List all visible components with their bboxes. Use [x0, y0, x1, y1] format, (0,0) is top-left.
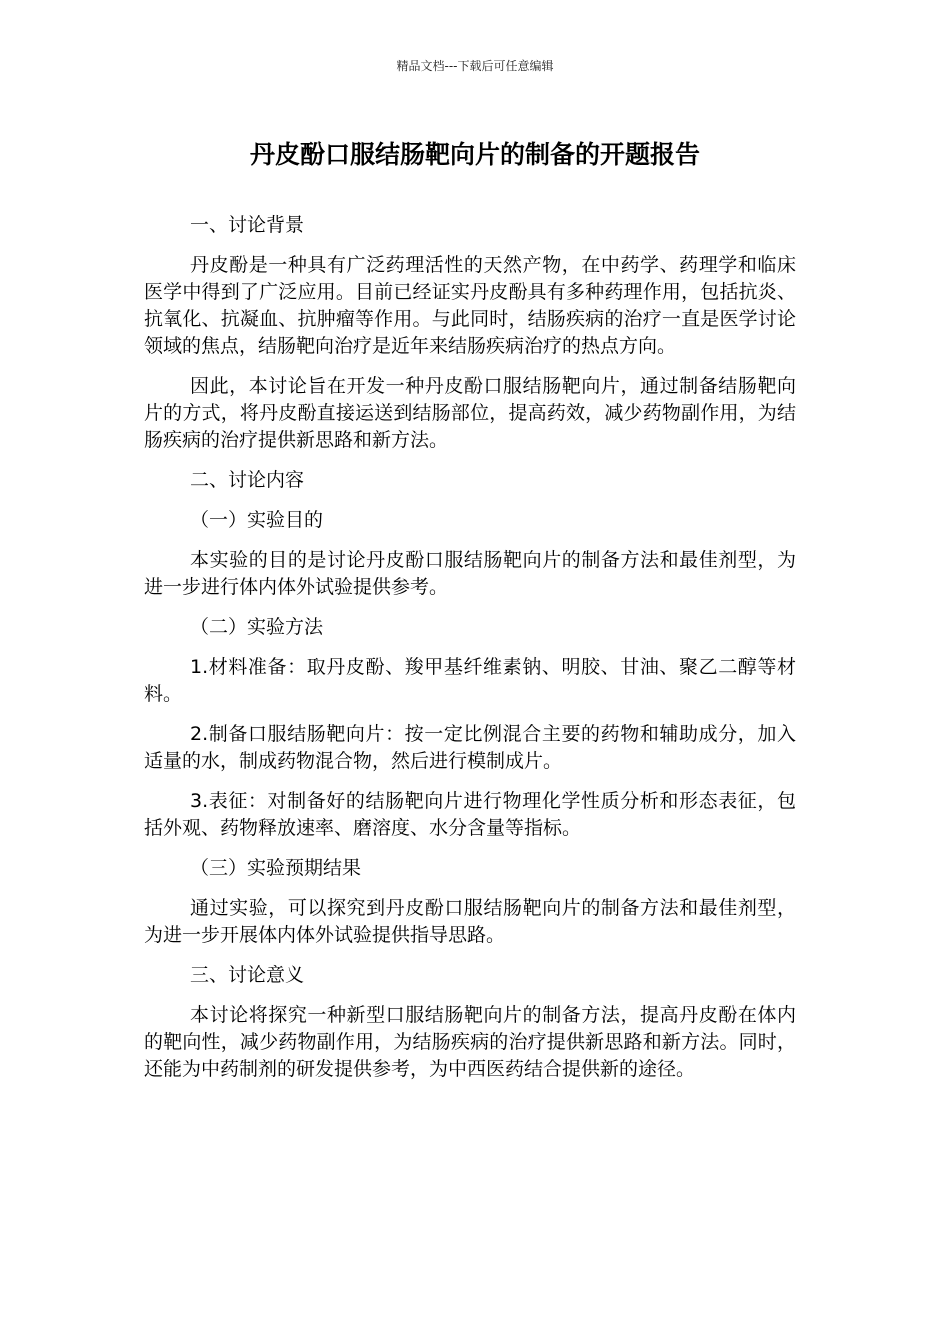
paragraph-expected-results: 通过实验，可以探究到丹皮酚口服结肠靶向片的制备方法和最佳剂型，为进一步开展体内体外试验提供指导思路。 [144, 897, 796, 946]
section-heading-background: 一、讨论背景 [190, 214, 305, 236]
page-header: 精品文档---下载后可任意编辑 [396, 59, 554, 73]
paragraph-method-2: 2.制备口服结肠靶向片：按一定比例混合主要的药物和辅助成分，加入适量的水，制成药物混合物，然后进行模制成片。 [144, 723, 796, 772]
section-heading-significance: 三、讨论意义 [190, 964, 305, 986]
paragraph-significance: 本讨论将探究一种新型口服结肠靶向片的制备方法，提高丹皮酚在体内的靶向性，减少药物副作用，为结肠疾病的治疗提供新思路和新方法。同时，还能为中药制剂的研发提供参考，为中西医药结合提供新的途径。 [144, 1004, 796, 1080]
paragraph-method-1: 1.材料准备：取丹皮酚、羧甲基纤维素钠、明胶、甘油、聚乙二醇等材料。 [144, 656, 796, 705]
paragraph-background-1: 丹皮酚是一种具有广泛药理活性的天然产物，在中药学、药理学和临床医学中得到了广泛应用。目前已经证实丹皮酚具有多种药理作用，包括抗炎、抗氧化、抗凝血、抗肿瘤等作用。与此同时，结肠疾病的治疗一直是医学讨论领域的焦点，结肠靶向治疗是近年来结肠疾病治疗的热点方向。 [144, 254, 796, 357]
section-heading-content: 二、讨论内容 [190, 469, 305, 491]
document-body [144, 212, 796, 1096]
subheading-purpose: （一）实验目的 [190, 509, 324, 531]
paragraph-background-2: 因此，本讨论旨在开发一种丹皮酚口服结肠靶向片，通过制备结肠靶向片的方式，将丹皮酚直接运送到结肠部位，提高药效，减少药物副作用，为结肠疾病的治疗提供新思路和新方法。 [144, 375, 796, 451]
subheading-expected-results: （三）实验预期结果 [190, 857, 362, 879]
subheading-method: （二）实验方法 [190, 616, 324, 638]
paragraph-purpose: 本实验的目的是讨论丹皮酚口服结肠靶向片的制备方法和最佳剂型，为进一步进行体内体外试验提供参考。 [144, 549, 796, 598]
document-title: 丹皮酚口服结肠靶向片的制备的开题报告 [249, 140, 700, 169]
paragraph-method-3: 3.表征：对制备好的结肠靶向片进行物理化学性质分析和形态表征，包括外观、药物释放速率、磨溶度、水分含量等指标。 [144, 790, 796, 839]
